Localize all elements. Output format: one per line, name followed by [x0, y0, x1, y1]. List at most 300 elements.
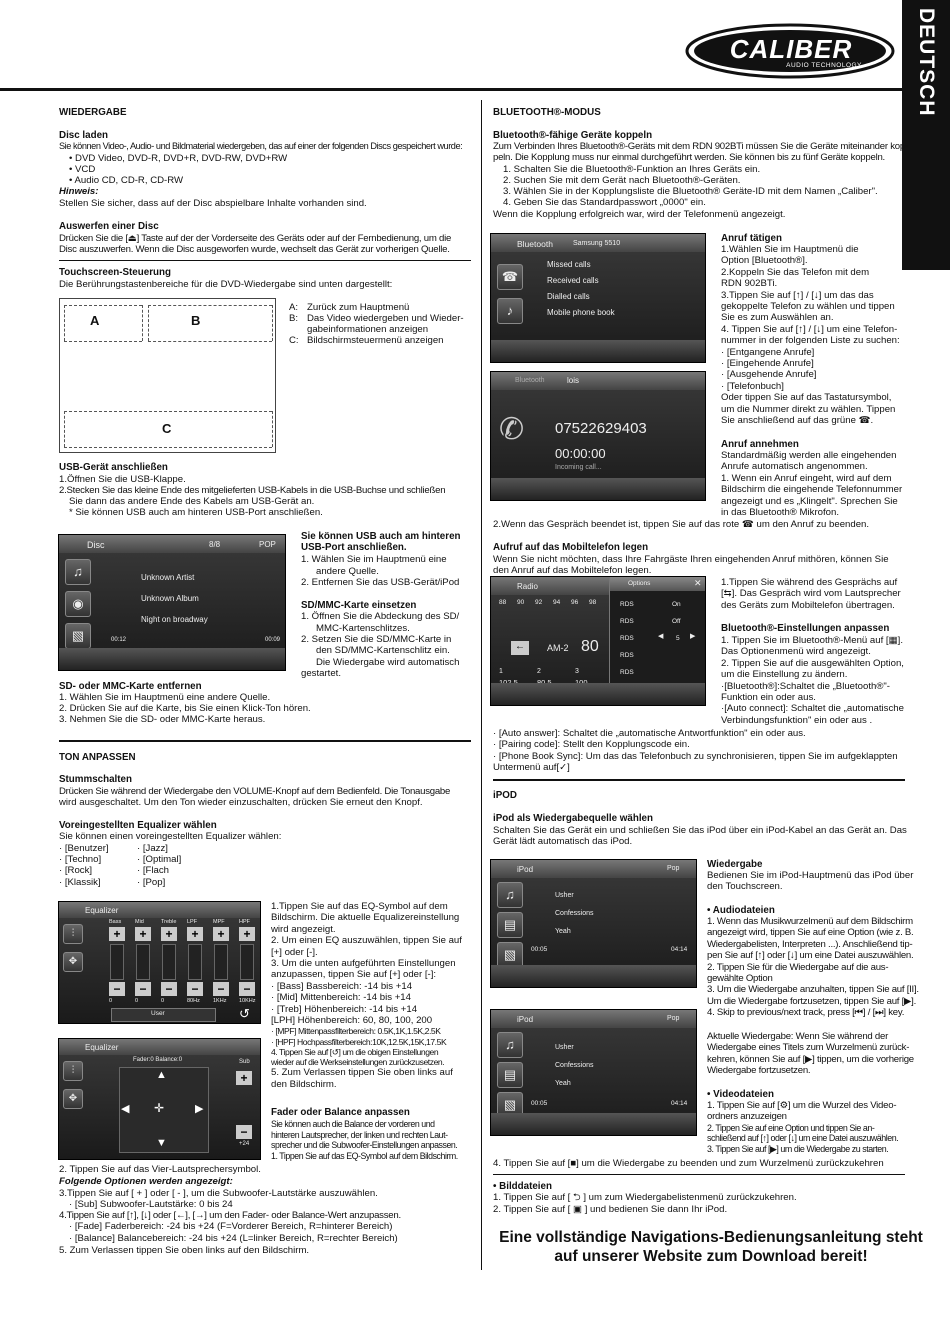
divider [493, 1174, 905, 1175]
caliber-logo [684, 22, 896, 80]
wiedergabe-title: WIEDERGABE [59, 107, 127, 118]
call-line: 1.Wählen Sie im Hauptmenü die [721, 244, 859, 255]
fader-line: sprecher und die Subwoofer-Einstellungen anpassen. [271, 1140, 458, 1151]
call-line: · [Entgangene Anrufe] [721, 346, 815, 358]
ipod-src-title: iPod als Wiedergabequelle wählen [493, 813, 653, 824]
ipod-src-text: Schalten Sie das Gerät ein und schließen Sie das iPod über ein iPod-Kabel an das Gerät an. Das [493, 825, 907, 836]
mute-title: Stummschalten [59, 774, 132, 785]
sliders-icon: ⫶ [63, 924, 83, 944]
eject-text: Disc auszuwerfen. Wenn die Disc ausgeworfen wurde, wechselt das Gerät zur vorherigen Quelle. [59, 244, 450, 255]
audio-line: Wiedergabelisten, Interpreten ...). Anschließend tip- [707, 938, 913, 950]
disc-item: • VCD [69, 164, 96, 175]
legend-key: A: [289, 302, 299, 313]
bt-shot-item: Dialled calls [547, 292, 590, 301]
eq-plus-button[interactable]: + [213, 927, 229, 941]
eq-step: 5. Zum Verlassen tippen Sie oben links auf [271, 1067, 453, 1079]
header-rule [0, 88, 903, 91]
bt-settings-line: Funktion ein oder aus. [721, 692, 816, 704]
bt-shot-item: Missed calls [547, 260, 591, 269]
eq-minus-button[interactable]: − [187, 982, 203, 996]
eq-band-value: 80Hz [187, 998, 200, 1004]
option-value: Off [672, 618, 681, 625]
option-value: 5 [676, 635, 680, 642]
sd-remove-step: 1. Wählen Sie im Hauptmenü eine andere Quelle. [59, 692, 271, 703]
eq-band-label: HPF [239, 919, 250, 925]
film-icon: ▤ [497, 912, 523, 938]
radio-freq-tick: 98 [589, 599, 597, 606]
usb-title: USB-Gerät anschließen [59, 462, 168, 473]
eq-minus-button[interactable]: − [239, 982, 255, 996]
bt-settings-line: Untermenü auf[✓] [493, 762, 570, 774]
speaker-icon: ✥ [63, 952, 83, 972]
disc-shot-track: Night on broadway [141, 615, 208, 624]
sd-step: 1. Öffnen Sie die Abdeckung des SD/ [301, 611, 460, 622]
ipod-shot-item: Usher [555, 1044, 574, 1051]
radio-freq-tick: 96 [571, 599, 579, 606]
usb-rear-title: Sie können USB auch am hinteren [301, 531, 461, 542]
sd-step: gestartet. [301, 668, 341, 679]
sd-title: SD/MMC-Karte einsetzen [301, 600, 417, 611]
call-line: RDN 902BTi. [721, 278, 778, 290]
bt-settings-steps [721, 635, 904, 726]
eq-minus-button[interactable]: − [213, 982, 229, 996]
disc-item: • DVD Video, DVD-R, DVD+R, DVD-RW, DVD+RW [69, 153, 288, 164]
radio-shot-title: Radio [517, 582, 538, 591]
mobile-line: des Geräts zum Mobiltelefon übertragen. [721, 599, 895, 611]
call-shot-time: 00:00:00 [555, 446, 606, 461]
eq-step: [LPH] Höhenbereich: 60, 80, 100, 200 [271, 1015, 433, 1027]
audio-line: Um die Wiedergabe fortzusetzen, tippen Sie auf [▶]. [707, 995, 917, 1007]
disc-shot-title: Disc [87, 540, 105, 550]
video-step: 4. Tippen Sie auf [■] um die Wiedergabe zu beenden und zum Wurzelmenü zurückzukehren [493, 1158, 884, 1169]
film-icon: ◉ [65, 591, 91, 617]
legend-text: Bildschirmsteuermenü anzeigen [307, 335, 444, 346]
diagram-label-c: C [162, 421, 172, 436]
video-line: schließend auf [↑] oder [↓] um eine Datei auszuwählen. [707, 1133, 899, 1144]
eq-band-value: 0 [161, 998, 165, 1004]
bt-settings-title: Bluetooth®-Einstellungen anpassen [721, 623, 890, 634]
legend-text: Das Video wiedergeben und Wieder- [307, 313, 464, 324]
eq-slider[interactable] [214, 944, 228, 980]
bt-settings-line: · [Phone Book Sync]: Um das das Telefonbuch zu synchronisieren, tippen Sie im aufgeklappten [493, 750, 898, 762]
divider [59, 740, 471, 742]
sub-plus-button[interactable]: + [236, 1071, 252, 1085]
call-shot-name: lois [567, 376, 580, 385]
eq-step: wieder auf die Werkseinstellungen zurückzusetzen. [271, 1057, 445, 1068]
mobile-text: den Anruf auf das Mobiltelefon legen. [493, 565, 652, 576]
video-line: ordners anzuzeigen [707, 1111, 787, 1123]
eq-shot-title: Equalizer [85, 906, 119, 915]
usb-rear-step: 2. Entfernen Sie das USB-Gerät/iPod [301, 577, 460, 588]
answer-line: angezeigt und es „Klingelt". Sprechen Sie [721, 495, 898, 507]
bt-settings-line: ·[Bluetooth®]:Schaltet die „Bluetooth®"- [721, 680, 891, 692]
eq-plus-button[interactable]: + [109, 927, 125, 941]
disc-shot-page: 8/8 [209, 540, 221, 549]
final-line: Eine vollständige Navigations-Bedienungsanleitung steht [499, 1229, 923, 1246]
call-title: Anruf tätigen [721, 233, 782, 244]
video-line: 1. Tippen Sie auf [⚙] um die Wurzel des Video- [707, 1100, 897, 1111]
bt-settings-line: ·[Auto connect]: Schaltet die „automatische [721, 703, 904, 715]
option-value: On [672, 601, 681, 608]
wg-line: den Touchscreen. [707, 881, 783, 893]
answer-line: in das Bluetooth® Mikrofon. [721, 507, 839, 519]
bild-title: • Bilddateien [493, 1181, 552, 1192]
call-shot-number: 07522629403 [555, 420, 647, 437]
pair-step: 4. Geben Sie das Standardpasswort „0000" ein. [503, 197, 706, 208]
mobile-title: Aufruf auf das Mobiltelefon legen [493, 542, 649, 553]
arrow-right-icon: ▶ [195, 1103, 204, 1115]
ipod-shot-mode: Pop [667, 865, 680, 872]
close-icon[interactable]: ✕ [694, 578, 702, 588]
usb-rear-step: 1. Wählen Sie im Hauptmenü eine [301, 554, 447, 565]
eq-preset: · [Optimal] [137, 854, 182, 865]
fader-options-label: Folgende Optionen werden angezeigt: [59, 1176, 233, 1187]
answer-steps [721, 450, 902, 518]
caliber-brand: CALIBER [729, 34, 853, 64]
usb-rear-step: andere Quelle. [316, 566, 379, 577]
sd-remove-step: 2. Drücken Sie auf die Karte, bis Sie einen Klick-Ton hören. [59, 703, 311, 714]
eq-minus-button[interactable]: − [161, 982, 177, 996]
disc-shot-mode: POP [259, 540, 276, 549]
pair-step: 1. Schalten Sie die Bluetooth®-Funktion an Ihres Geräts ein. [503, 164, 761, 175]
back-arrow-icon: ← [511, 641, 529, 655]
mobile-steps [721, 577, 901, 611]
video-line: 3. Tippen Sie auf [▶] um die Wiedergabe zu starten. [707, 1144, 889, 1154]
photo-icon: ▧ [65, 623, 91, 649]
radio-shot-band: AM-2 [547, 643, 569, 653]
phone-icon: ☎ [497, 264, 523, 290]
final-note [487, 1228, 935, 1267]
mute-text: Drücken Sie während der Wiedergabe den VOLUME-Knopf auf dem Bedienfeld. Die Tonausgabe [59, 786, 451, 797]
fader-step: · [Balance] Balancebereich: -24 bis +24 (L=linker Bereich, R=rechter Bereich) [69, 1233, 398, 1244]
eq-band-label: Bass [109, 919, 122, 925]
bt-settings-line: 1. Tippen Sie im Bluetooth®-Menü auf [▦]. [721, 635, 903, 646]
eq-minus-button[interactable]: − [135, 982, 151, 996]
audio-title: • Audiodateien [707, 905, 775, 916]
language-tab [902, 0, 950, 270]
eq-step: · [Bass] Bassbereich: -14 bis +14 [271, 980, 413, 992]
fader-shot-title: Equalizer [85, 1043, 119, 1052]
aktuell-text [707, 1031, 914, 1077]
disc-shot-time: 00:09 [265, 637, 281, 643]
pair-end: Wenn die Kopplung erfolgreich war, wird der Telefonmenü angezeigt. [493, 209, 786, 220]
eq-step: · [Mid] Mittenbereich: -14 bis +14 [271, 992, 411, 1004]
answer-line: Bildschirm die eingehende Telefonnummer [721, 484, 903, 496]
eq-preset: · [Flach [137, 865, 169, 876]
call-line: Sie es zum Auswählen an. [721, 312, 834, 324]
bt-settings-line: Verbindungsfunktion" ein oder aus . [721, 714, 873, 726]
pair-title: Bluetooth®-fähige Geräte koppeln [493, 130, 653, 141]
eq-steps [271, 901, 462, 1090]
call-line: Oder tippen Sie auf das Tastatursymbol, [721, 392, 892, 404]
ipod-shot-title: iPod [517, 1015, 534, 1024]
caliber-sub: AUDIO TECHNOLOGY [786, 62, 862, 69]
pair-step: 2. Suchen Sie mit dem Gerät nach Bluetooth®-Geräten. [503, 175, 741, 186]
usb-rear-title: USB-Port anschließen. [301, 542, 407, 553]
speaker-icon: ✥ [63, 1089, 83, 1109]
photo-icon: ▧ [497, 1092, 523, 1118]
eject-text: Drücken Sie die [⏏] Taste auf der der Vorderseite des Geräts oder auf der Fernbedienung, um die [59, 233, 452, 244]
eq-band-value: 0 [109, 998, 113, 1004]
fader-shot-label: Fader:0 Balance:0 [133, 1057, 183, 1063]
call-line: Option [Bluetooth®]. [721, 255, 808, 267]
legend-text: gabeinformationen anzeigen [307, 324, 429, 335]
bt-shot-item: Received calls [547, 276, 599, 285]
fader-step: · [Fade] Faderbereich: -24 bis +24 (F=Vorderer Bereich, R=hinterer Bereich) [69, 1221, 393, 1232]
fader-step: · [Sub] Subwoofer-Lautstärke: 0 bis 24 [69, 1199, 233, 1210]
eq-title: Voreingestellten Equalizer wählen [59, 820, 217, 831]
eq-slider[interactable] [162, 944, 176, 980]
arrow-down-icon: ▼ [156, 1137, 167, 1149]
usb-step: 1.Öffnen Sie die USB-Klappe. [59, 474, 186, 485]
aktuell-line: Aktuelle Wiedergabe: Wenn Sie während der [707, 1031, 889, 1042]
fader-title: Fader oder Balance anpassen [271, 1107, 410, 1118]
legend-key: C: [289, 335, 299, 346]
eq-step: · [HPF] Hochpassfilterbereich:10K,12.5K,15K,17.5K [271, 1036, 447, 1047]
legend-key: B: [289, 313, 299, 324]
call-shot-title: Bluetooth [515, 377, 545, 384]
call-line: gekoppelte Telefon zu wählen und tippen [721, 301, 895, 313]
option-row: RDS [620, 652, 634, 659]
fader-step: 3.Tippen Sie auf [ + ] oder [ - ], um die Subwoofer-Lautstärke auszuwählen. [59, 1188, 378, 1199]
eq-minus-button[interactable]: − [109, 982, 125, 996]
eq-step: anzupassen, tippen Sie auf [+] oder [-]: [271, 969, 437, 981]
mobile-line: [⇆]. Das Gespräch wird vom Lautsprecher [721, 588, 901, 600]
aktuell-line: Wiedergabe eines Titels zum Wurzelmenü zurück- [707, 1042, 910, 1054]
sliders-icon: ⫶ [63, 1061, 83, 1081]
music-icon: ♪ [497, 298, 523, 324]
crosshair-icon: ✛ [154, 1101, 165, 1115]
video-line: 2. Tippen Sie auf eine Option und tippen Sie an- [707, 1122, 875, 1133]
bild-step: 2. Tippen Sie auf [ ▣ ] und bedienen Sie dann Ihr iPod. [493, 1204, 728, 1215]
eq-step: [+] oder [-]. [271, 946, 318, 958]
option-row: RDS [620, 601, 634, 608]
call-line: um die Nummer direkt zu wählen. Tippen [721, 403, 896, 415]
eq-band-label: MPF [213, 919, 225, 925]
eq-text: Sie können einen voreingestellten Equalizer wählen: [59, 831, 282, 842]
eq-preset: · [Rock] [59, 865, 93, 876]
bt-settings-line: · [Auto answer]: Schaltet die „automatische Antwortfunktion" ein oder aus. [493, 728, 806, 739]
usb-step: * Sie können USB auch am hinteren USB-Port anschließen. [69, 507, 323, 518]
equalizer-screenshot [58, 901, 261, 1024]
fader-line: 1. Tippen Sie auf das EQ-Symbol auf dem Bildschirm. [271, 1150, 458, 1161]
eq-slider[interactable] [188, 944, 202, 980]
divider [493, 779, 905, 781]
pair-step: 3. Wählen Sie in der Kopplungsliste die Bluetooth® Geräte-ID mit dem Namen „Caliber". [503, 186, 878, 197]
bt-shot-device: Samsung 5510 [573, 240, 621, 247]
bt-settings-line: um die Einstellung zu ändern. [721, 669, 848, 681]
eq-preset: · [Benutzer] [59, 843, 109, 854]
fader-line: Sie können auch die Balance der vorderen und [271, 1119, 435, 1129]
options-title: Options [628, 580, 651, 587]
fader-line: hinteren Lautsprecher, der linken und rechten Laut- [271, 1129, 448, 1140]
arrow-left-icon: ◀ [121, 1103, 130, 1115]
arrow-up-icon: ▲ [156, 1069, 167, 1081]
eq-slider[interactable] [136, 944, 150, 980]
sd-step: Die Wiedergabe wird automatisch [316, 657, 460, 668]
fader-step: 5. Zum Verlassen tippen Sie oben links auf den Bildschirm. [59, 1245, 310, 1256]
photo-icon: ▧ [497, 942, 523, 968]
diagram-label-b: B [191, 313, 201, 328]
touch-diagram [59, 298, 276, 453]
disc-shot-time: 00:12 [111, 637, 127, 643]
ipod-screenshot [490, 1009, 697, 1136]
call-line: 4. Tippen Sie auf [↑] / [↓] um eine Telefon- [721, 323, 898, 335]
pair-text: Zum Verbinden Ihres Bluetooth®-Geräts mit dem RDN 902BTi müssen Sie die Geräte miteinander kop- [493, 141, 908, 152]
eq-step: · [MPF] Mittenpassfilterbereich: 0.5K,1K,1.5K,2.5K [271, 1026, 441, 1037]
audio-line: 3. Um die Wiedergabe anzuhalten, tippen Sie auf [II]. [707, 984, 919, 996]
answer-step: 2.Wenn das Gespräch beendet ist, tippen Sie auf das rote ☎ um den Anruf zu beenden. [493, 519, 870, 530]
radio-shot-preset-num: 3 [575, 668, 579, 675]
fader-text [271, 1119, 458, 1161]
ipod-shot-time: 04:14 [671, 946, 688, 953]
video-steps [707, 1100, 898, 1155]
music-icon: ♫ [65, 559, 91, 585]
eject-title: Auswerfen einer Disc [59, 221, 159, 232]
fader-step: 4.Tippen Sie auf [↑], [↓] oder [←], [→] um den Fader- oder Balance-Wert anzupassen. [59, 1210, 401, 1221]
eq-slider[interactable] [110, 944, 124, 980]
bt-title: BLUETOOTH®-MODUS [493, 107, 601, 118]
audio-steps [707, 916, 919, 1019]
diagram-label-a: A [90, 313, 100, 328]
mobile-line: 1.Tippen Sie während des Gesprächs auf [721, 577, 898, 588]
ipod-shot-time: 04:14 [671, 1100, 688, 1107]
ipod-src-text: Gerät lädt automatisch das iPod. [493, 836, 633, 847]
sd-remove-step: 3. Nehmen Sie die SD- oder MMC-Karte heraus. [59, 714, 266, 725]
ipod-screenshot [490, 859, 697, 988]
call-line: · [Telefonbuch] [721, 380, 784, 392]
call-screenshot [490, 371, 706, 501]
sd-remove-title: SD- oder MMC-Karte entfernen [59, 681, 202, 692]
ipod-shot-time: 00:05 [531, 946, 548, 953]
eq-band-value: 1KHz [213, 998, 227, 1004]
music-icon: ♫ [497, 882, 523, 908]
bt-shot-item: Mobile phone book [547, 308, 615, 317]
legend-text: Zurück zum Hauptmenü [307, 302, 410, 313]
answer-line: 1. Wenn ein Anruf eingeht, wird auf dem [721, 472, 892, 484]
bluetooth-screenshot [490, 233, 706, 363]
eq-plus-button[interactable]: + [161, 927, 177, 941]
audio-line: 1. Wenn das Musikwurzelmenü auf dem Bildschirm [707, 916, 913, 927]
pair-text: peln. Die Kopplung muss nur einmal durchgeführt werden. Sie können bis zu fünf Geräte koppeln. [493, 152, 885, 163]
eq-slider[interactable] [240, 944, 254, 980]
eq-step: Bildschirm. Die aktuelle Equalizereinstellung [271, 912, 460, 924]
radio-shot-freq: 80 [581, 638, 599, 655]
bild-step: 1. Tippen Sie auf [ ⮌ ] um zum Wiedergabelistenmenü zurückzukehren. [493, 1192, 797, 1203]
radio-freq-tick: 90 [517, 599, 525, 606]
eq-preset: · [Jazz] [137, 843, 168, 854]
call-line: Sie anschließend auf das grüne ☎. [721, 415, 874, 427]
eq-band-label: Treble [161, 919, 177, 925]
final-line: auf unserer Website zum Download bereit! [554, 1248, 868, 1266]
video-title: • Videodateien [707, 1089, 774, 1100]
ipod-shot-mode: Pop [667, 1015, 680, 1022]
eq-step: · [Treb] Höhenbereich: -14 bis +14 [271, 1003, 418, 1015]
ipod-shot-item: Confessions [555, 1062, 594, 1069]
audio-line: gewählte Option [707, 973, 773, 985]
eq-preset: · [Techno] [59, 854, 102, 865]
eq-step: wird angezeigt. [271, 923, 336, 935]
call-line: 3.Tippen Sie auf [↑] / [↓] um das das [721, 289, 874, 301]
ipod-shot-item: Confessions [555, 910, 594, 917]
disc-shot-album: Unknown Album [141, 594, 199, 603]
eq-plus-button[interactable]: + [239, 927, 255, 941]
usb-step: 2.Stecken Sie das kleine Ende des mitgelieferten USB-Kabels in die USB-Buchse und schließen [59, 485, 446, 496]
eq-preset: · [Klassik] [59, 877, 101, 888]
option-right-icon[interactable]: ▶ [690, 633, 696, 640]
eq-band-value: 0 [135, 998, 139, 1004]
usb-step: Sie dann das andere Ende des Kabels am USB-Gerät an. [69, 496, 315, 507]
eq-plus-button[interactable]: + [187, 927, 203, 941]
audio-line: angezeigt wird, tippen Sie auf eine Option (wie z. B. [707, 927, 914, 939]
eq-preset: · [Pop] [137, 877, 166, 888]
audio-line: pen Sie auf [↑] oder [↓] um eine Datei auszuwählen. [707, 950, 914, 962]
disc-item: • Audio CD, CD-R, CD-RW [69, 175, 184, 186]
bt-settings-more [493, 728, 898, 774]
radio-freq-tick: 92 [535, 599, 543, 606]
aktuell-line: Wiedergabe fortzusetzen. [707, 1065, 811, 1077]
disc-shot-artist: Unknown Artist [141, 573, 195, 582]
ipod-shot-item: Yeah [555, 928, 571, 935]
option-left-icon[interactable]: ◀ [658, 633, 664, 640]
disc-title: Disc laden [59, 130, 109, 141]
ipod-shot-item: Yeah [555, 1080, 571, 1087]
hinweis-label: Hinweis: [59, 186, 99, 197]
option-row: RDS [620, 618, 634, 625]
fader-shot-sub: Sub [239, 1059, 250, 1065]
touch-text: Die Berührungstastenbereiche für die DVD-Wiedergabe sind unten dargestellt: [59, 279, 393, 290]
bt-shot-title: Bluetooth [517, 239, 553, 249]
mute-text: wird ausgeschaltet. Um den Ton wieder einzuschalten, drücken Sie erneut den Knopf. [59, 797, 423, 808]
reset-icon: ↺ [239, 1006, 250, 1021]
radio-shot-preset-num: 2 [537, 668, 541, 675]
fader-screenshot [58, 1038, 261, 1160]
eq-step: 2. Um einen EQ auszuwählen, tippen Sie auf [271, 935, 462, 947]
divider [59, 260, 471, 261]
eq-band-value: 10KHz [239, 998, 256, 1004]
answer-line: Anrufe automatisch angenommen. [721, 461, 868, 473]
mobile-text: Wenn Sie nicht möchten, dass Ihre Fahrgäste Ihren eingehenden Anruf mithören, können Sie [493, 554, 889, 565]
ton-title: TON ANPASSEN [59, 752, 136, 763]
fader-step: 2. Tippen Sie auf das Vier-Lautsprechersymbol. [59, 1164, 261, 1175]
radio-shot-preset-num: 1 [499, 668, 503, 675]
sub-minus-button[interactable]: − [236, 1125, 252, 1139]
answer-title: Anruf annehmen [721, 439, 799, 450]
audio-line: 2. Tippen Sie für die Wiedergabe auf die aus- [707, 961, 889, 973]
fader-shot-sub-val: +24 [239, 1141, 250, 1147]
eq-step: 3. Um die unten aufgeführten Einstellungen [271, 958, 456, 970]
option-row: RDS [620, 635, 634, 642]
call-shot-status: Incoming call... [555, 464, 602, 471]
eq-step: den Bildschirm. [271, 1078, 337, 1090]
disc-screenshot [58, 534, 286, 671]
radio-freq-tick: 94 [553, 599, 561, 606]
sd-step: den SD/MMC-Kartenschlitz ein. [316, 645, 450, 656]
eq-step: 1.Tippen Sie auf das EQ-Symbol auf dem [271, 901, 448, 912]
ipod-title: iPOD [493, 790, 517, 801]
film-icon: ▤ [497, 1062, 523, 1088]
eq-shot-preset: User [151, 1010, 165, 1017]
ipod-shot-item: Usher [555, 892, 574, 899]
music-icon: ♫ [497, 1032, 523, 1058]
eq-step: 4. Tippen Sie auf [↺] um die obigen Einstellungen [271, 1046, 439, 1057]
option-row: RDS [620, 669, 634, 676]
language-tab-label: DEUTSCH [914, 8, 938, 117]
eq-plus-button[interactable]: + [135, 927, 151, 941]
answer-line: Standardmäßig werden alle eingehenden [721, 450, 897, 461]
touch-title: Touchscreen-Steuerung [59, 267, 171, 278]
eq-band-label: LPF [187, 919, 198, 925]
